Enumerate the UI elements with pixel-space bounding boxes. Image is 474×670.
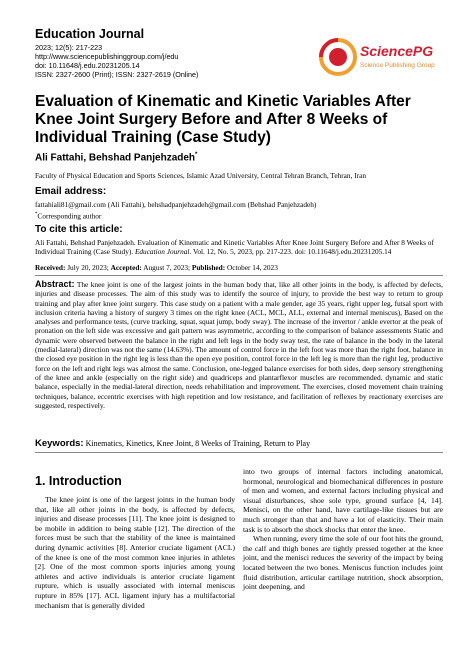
keywords-label: Keywords: — [35, 438, 84, 449]
keywords-text: Kinematics, Kinetics, Knee Joint, 8 Weeks of Training, Return to Play — [85, 439, 311, 448]
doi-line[interactable]: doi: 10.11648/j.edu.20231205.14 — [35, 61, 140, 70]
abstract — [35, 280, 443, 410]
sciencepg-logo-icon — [318, 35, 358, 79]
cite-heading: To cite this article: — [35, 224, 123, 235]
email-addresses[interactable]: fattahiali81@gmail.com (Ali Fattahi), behshadpanjehzadeh@gmail.com (Behshad Panjehzadeh) — [35, 200, 317, 209]
corresponding-mark: * — [195, 152, 198, 158]
received-label: Received: — [35, 263, 66, 272]
email-heading: Email address: — [35, 186, 107, 197]
publisher-logo[interactable] — [318, 35, 448, 85]
corresponding-note — [35, 210, 101, 220]
journal-title: Education Journal — [35, 27, 145, 41]
affiliation: Faculty of Physical Education and Sports Sciences, Islamic Azad University, Central Tehran Branch, Tehran, Iran — [35, 171, 366, 180]
abstract-label: Abstract: — [35, 279, 75, 289]
divider-bottom — [35, 452, 443, 453]
corr-text: Corresponding author — [37, 211, 102, 221]
journal-url[interactable]: http://www.sciencepublishinggroup.com/j/edu — [35, 52, 179, 61]
intro-right-para-1: into two groups of internal factors including anatomical, hormonal, neurological and biomechanical differences in posture of men and women, and external factors including physical and visual disturbances, shoe sole type, ground surface [4, 14]. Menisci, on the other hand, have cartilage-like tissues but are much stronger than that and have a lot of elasticity. Their main task is to absorb the shock shocks that enter the knee. — [243, 467, 443, 534]
divider-top — [35, 275, 443, 276]
citation-text: Ali Fattahi, Behshad Panjehzadeh. Evaluation of Kinematic and Kinetic Variables After Knee Joint Surgery Before and After 8 Weeks of Individual Training (Case Study). — [35, 238, 434, 256]
corr-mark: * — [35, 212, 38, 217]
authors — [35, 152, 197, 163]
intro-right-para-2: When running, every time the sole of our foot hits the ground, the calf and thigh bones are tightly pressed together at the knee joint, and the menisci reduces the severity of the impact by being located between the two bones. Meniscus function includes joint fluid distribution, articular cartilage nutrition, shock absorption, joint deepening, and — [243, 534, 443, 592]
intro-right-column — [243, 467, 443, 592]
issn-line: ISSN: 2327-2600 (Print); ISSN: 2327-2619 (Online) — [35, 70, 199, 79]
logo-name: SciencePG — [360, 43, 434, 59]
citation-journal: Education Journal. — [134, 247, 192, 256]
issue-line: 2023; 12(5): 217-223 — [35, 43, 103, 52]
received-date: July 20, 2023; — [67, 263, 109, 272]
published-date: October 14, 2023 — [226, 263, 278, 272]
section-heading-introduction: 1. Introduction — [35, 474, 122, 488]
article-title: Evaluation of Kinematic and Kinetic Variables After Knee Joint Surgery Before and After 8 Weeks of Individual Training (Case Study) — [35, 93, 411, 146]
keywords — [35, 438, 443, 449]
authors-names: Ali Fattahi, Behshad Panjehzadeh — [35, 152, 196, 164]
accepted-label: Accepted: — [110, 263, 142, 272]
accepted-date: August 7, 2023; — [143, 263, 191, 272]
abstract-text: The knee joint is one of the largest joints in the human body that, like all other joints in the body, is affected by defects, injuries and disease processes. The aim of this study was to identify the source of injury, to provide the best way to return to group training and play after knee joint surgery. This case study on a patient with a male gender, age 35 years, right upper leg, futsal sport with inclusion criteria having a history of surgery 3 times on the right knee (ACL, MCL, ALL, external and internal meniscus), Based on the analyses and performance tests, (curve tracking, squat, squat jump, body sway). The increase of the invertor / ankle evertor at the peak of pronation on the left side was excessive and gait pattern was asymmetric, according to the comparison of balance assessments Static and dynamic were observed between the balance in the right and left legs in the body sway test, the rate of balance in the body in the lateral (medial-lateral) direction was not the same (14.63%). The amount of control force in the left foot was more than the right foot, balance in the closed eye position in the right leg is less than the open eye position, control force in the left leg is more than the right leg, productive force on the left and right legs was almost the same. Conclusion, one-legged balance exercises for both sides, deep sensory strengthening of the knee and ankle (especially on the right side) and quadriceps and plantarflexor muscles are recommended. dynamic and static balance, especially in the medial-lateral direction, needs rehabilitation and improvement. The exercises, closed movement chain training techniques, balance, eccentric exercises with high repetition and low resistance, and facilitation of reflexes by reactionary exercises are suggested, respectively. — [35, 280, 444, 410]
citation — [35, 238, 445, 256]
logo-subtitle: Science Publishing Group — [360, 62, 435, 69]
intro-left-column: The knee joint is one of the largest joints in the human body that, like all other joints in the body, is affected by defects, injuries and disease processes [11]. The knee joint is designed to be mobile in addition to being stable [12]. The direction of the forces must be such that the stability of the knee is maintained during dynamic activities [8]. Anterior cruciate ligament (ACL) of the knee is one of the most common knee injuries in athletes [2]. One of the most common sports injuries among young athletes and active individuals is anterior cruciate ligament rupture, which is usually associated with internal meniscus rupture in 85% [17]. ACL ligament injury has a multifactorial mechanism that is generally divided — [35, 495, 235, 610]
citation-tail: Vol. 12, No. 5, 2023, pp. 217-223. doi: 10.11648/j.edu.20231205.14 — [192, 247, 392, 256]
dates — [35, 263, 445, 272]
published-label: Published: — [191, 263, 226, 272]
